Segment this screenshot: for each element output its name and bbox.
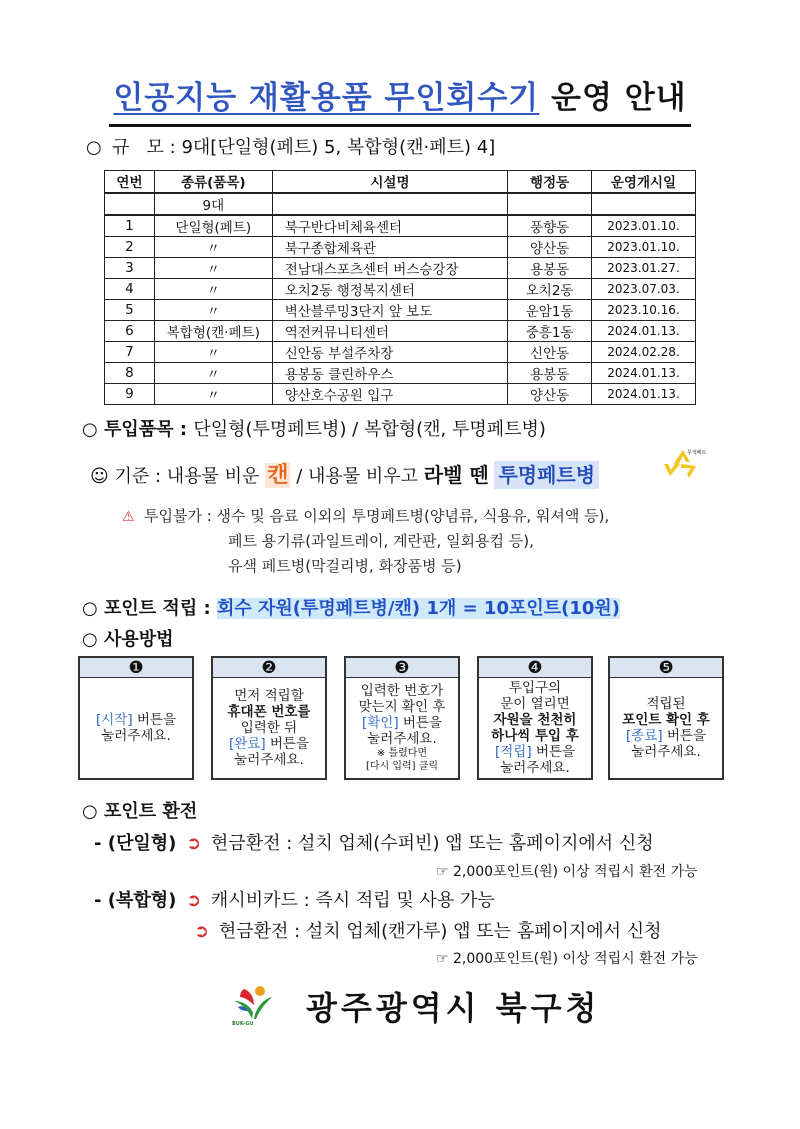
row-facility: 벽산블루밍3단지 앞 보도 [272,299,507,320]
bullet-circle: ○ [82,801,98,822]
row-date: 2023.01.10. [592,236,696,257]
row-no: 7 [105,341,155,362]
step-button-label: [시작] [95,712,133,728]
warning-text-1: 투입불가 : 생수 및 음료 이외의 투명페트병(양념류, 식용유, 워셔액 등), [144,507,610,525]
arrow-icon: ➲ [186,833,202,854]
col-header-facility: 시설명 [272,171,507,193]
points-line [82,594,620,620]
items-label: 투입품목 : [104,419,188,440]
step-body [346,678,458,778]
footer [230,983,601,1033]
step-number: ❺ [610,658,722,678]
row-dong: 풍향동 [508,215,592,237]
conversion-heading [82,797,197,823]
bullet-circle: ○ [82,629,98,650]
row-no: 4 [105,278,155,299]
combo-note: ☞ 2,000포인트(원) 이상 적립시 환전 가능 [436,951,698,967]
points-label: 포인트 적립 : [104,598,211,619]
step-text: 버튼을 [265,736,310,752]
total-blank-cell [272,193,507,215]
step-2 [211,656,327,780]
combo-text-2: 현금환전 : 설치 업체(캔가루) 앱 또는 홈페이지에서 신청 [218,921,662,942]
conversion-combo [94,886,495,912]
organization-name: 광주광역시 북구청 [306,989,601,1027]
items-line [82,415,546,441]
row-facility: 역전커뮤니티센터 [272,320,507,341]
row-facility: 북구종합체육관 [272,236,507,257]
step-button-label: [확인] [361,715,399,731]
row-no: 9 [105,383,155,404]
col-header-no: 연번 [105,171,155,193]
criteria-middle: / 내용물 비우고 [296,466,419,487]
single-label: - (단일형) [94,833,177,854]
step-button-label: [완료] [228,736,266,752]
col-header-type: 종류(품목) [154,171,272,193]
step-3 [344,656,460,780]
step-number: ❷ [213,658,325,678]
step-note: ※ 틀렸다면 [376,748,428,759]
row-no: 3 [105,257,155,278]
title-wrap [0,72,800,121]
col-header-date: 운영개시일 [592,171,696,193]
usage-steps [78,656,724,780]
row-dong: 용봉동 [508,362,592,383]
warning-line-2: 페트 용기류(과일트레이, 계란판, 일회용컵 등), [228,532,534,550]
row-facility: 용봉동 클린하우스 [272,362,507,383]
row-type: 〃 [154,236,272,257]
row-dong: 양산동 [508,236,592,257]
step-body [479,678,591,778]
step-text: 버튼을 [662,728,707,744]
row-facility: 신안동 부설주차장 [272,341,507,362]
row-dong: 중흥1동 [508,320,592,341]
usage-heading [82,625,174,651]
points-value: 회수 자원(투명페트병/캔) 1개 = 10포인트(10원) [216,598,621,619]
table-header-row [105,171,696,193]
total-count: 9대 [154,193,272,215]
step-number: ❸ [346,658,458,678]
step-text: 문이 열리면 [500,696,570,712]
recycle-icon [660,444,706,484]
scale-label: 규 모 [112,137,164,158]
row-date: 2024.02.28. [592,341,696,362]
row-type: 복합형(캔·페트) [154,320,272,341]
criteria-prefix: 기준 : 내용물 비운 [114,466,260,487]
row-date: 2024.01.13. [592,362,696,383]
row-dong: 오치2동 [508,278,592,299]
step-body [610,678,722,778]
row-facility: 양산호수공원 입구 [272,383,507,404]
step-text: 적립된 [646,696,686,712]
single-text: 현금환전 : 설치 업체(수퍼빈) 앱 또는 홈페이지에서 신청 [210,833,654,854]
row-date: 2023.01.10. [592,215,696,237]
col-header-dong: 행정동 [508,171,592,193]
scale-value: 9대[단일형(페트) 5, 복합형(캔·페트) 4] [181,137,496,158]
smile-icon: ☺ [90,466,109,487]
step-text: 포인트 확인 후 [622,712,710,728]
row-dong: 운암1동 [508,299,592,320]
criteria-line [90,458,599,489]
step-text: 눌러주세요. [234,752,304,768]
step-1 [78,656,194,780]
step-text: 투입구의 [508,680,562,696]
row-type: 〃 [154,341,272,362]
row-no: 1 [105,215,155,237]
table-row [105,320,696,341]
step-body [80,678,192,778]
bullet-circle: ○ [82,419,98,440]
conversion-label: 포인트 환전 [104,801,198,822]
row-no: 2 [105,236,155,257]
page-title [109,72,690,121]
step-text: 버튼을 [531,744,576,760]
warning-line-3: 유색 페트병(막걸리병, 화장품병 등) [228,557,462,575]
bullet-circle: ○ [82,598,98,619]
facility-table [104,170,696,405]
table-total-row [105,193,696,215]
step-button-label: [종료] [625,728,663,744]
warning-line-1 [122,505,609,526]
row-facility: 오치2동 행정복지센터 [272,278,507,299]
row-date: 2024.01.13. [592,383,696,404]
step-4 [477,656,593,780]
step-text: 입력한 번호가 [360,683,444,699]
title-part1: 인공지능 재활용품 무인회수기 [113,80,540,116]
step-text: 맞는지 확인 후 [358,699,446,715]
table-row [105,341,696,362]
step-text: 입력한 뒤 [240,720,298,736]
row-type: 〃 [154,299,272,320]
table-row [105,383,696,404]
step-text: 먼저 적립할 [234,688,304,704]
row-type: 〃 [154,257,272,278]
row-date: 2024.01.13. [592,320,696,341]
combo-label: - (복합형) [94,890,177,911]
step-note: [다시 입력] 클릭 [365,761,439,772]
recycle-badge-text: 무색페트 [687,450,706,456]
row-no: 8 [105,362,155,383]
step-text: 하나씩 투입 후 [491,728,579,744]
items-value: 단일형(투명페트병) / 복합형(캔, 투명페트병) [193,419,546,440]
total-blank-cell [105,193,155,215]
table-row [105,215,696,237]
row-type: 단일형(페트) [154,215,272,237]
arrow-icon: ➲ [186,890,202,911]
step-number: ❶ [80,658,192,678]
table-row [105,362,696,383]
row-type: 〃 [154,383,272,404]
row-dong: 신안동 [508,341,592,362]
criteria-label: 라벨 뗀 [423,463,489,487]
table-row [105,299,696,320]
criteria-pet: 투명페트병 [494,461,599,489]
step-text: 눌러주세요. [500,760,570,776]
row-facility: 북구반다비체육센터 [272,215,507,237]
row-no: 6 [105,320,155,341]
row-date: 2023.10.16. [592,299,696,320]
combo-text-1: 캐시비카드 : 즉시 적립 및 사용 가능 [210,890,495,911]
bukgu-logo [230,983,276,1033]
row-type: 〃 [154,362,272,383]
conversion-single [94,829,654,855]
total-blank-cell [508,193,592,215]
warning-icon: ⚠ [122,509,135,525]
criteria-can: 캔 [267,463,289,488]
table-row [105,257,696,278]
step-body [213,678,325,778]
row-facility: 전남대스포츠센터 버스승강장 [272,257,507,278]
step-text: 눌러주세요. [367,731,437,747]
table-row [105,278,696,299]
row-date: 2023.01.27. [592,257,696,278]
row-date: 2023.07.03. [592,278,696,299]
bullet-circle: ○ [86,137,102,158]
logo-caption: BUK-GU [232,1021,254,1027]
step-text: 버튼을 [132,712,177,728]
step-5 [608,656,724,780]
conversion-combo-2 [190,917,662,943]
step-number: ❹ [479,658,591,678]
step-text: 눌러주세요. [631,744,701,760]
arrow-icon: ➲ [194,921,210,942]
step-text: 휴대폰 번호를 [227,704,311,720]
scale-line: ○ 규 모 : 9대[단일형(페트) 5, 복합형(캔·페트) 4] [86,137,496,158]
usage-label: 사용방법 [104,629,174,650]
step-text: 버튼을 [398,715,443,731]
row-dong: 양산동 [508,383,592,404]
single-note: ☞ 2,000포인트(원) 이상 적립시 환전 가능 [436,864,698,880]
row-dong: 용봉동 [508,257,592,278]
total-blank-cell [592,193,696,215]
row-type: 〃 [154,278,272,299]
table-row [105,236,696,257]
step-button-label: [적립] [494,744,532,760]
row-no: 5 [105,299,155,320]
title-part2: 운영 안내 [551,80,687,116]
step-text: 눌러주세요. [101,728,171,744]
step-text: 자원을 천천히 [493,712,577,728]
title-underline [109,124,690,127]
